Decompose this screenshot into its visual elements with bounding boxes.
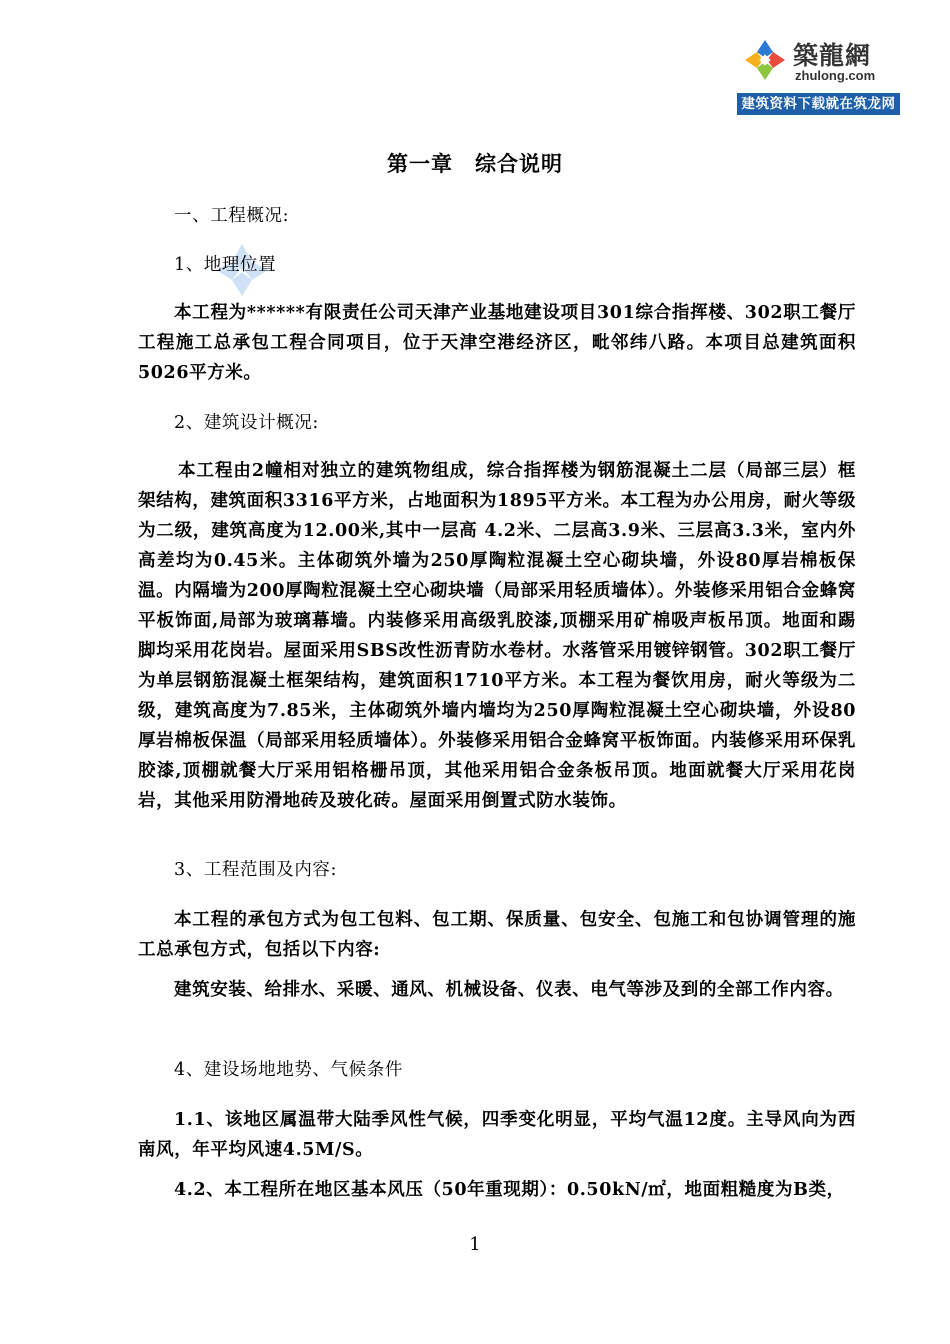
paragraph-location: 本工程为******有限责任公司天津产业基地建设项目301综合指挥楼、302职工餐厅工程施工总承包工程合同项目，位于天津空港经济区，毗邻纬八路。本项目总建筑面积5026平方米。 (138, 303, 856, 383)
heading-scope: 3、工程范围及内容: (174, 860, 338, 880)
paragraph-climate: 1.1、该地区属温带大陆季风性气候，四季变化明显，平均气温12度。主导风向为西南风，年平均风速4.5M/S。 (138, 1110, 856, 1160)
paragraph-scope-method: 本工程的承包方式为包工包料、包工期、保质量、包安全、包施工和包协调管理的施工总承包方式，包括以下内容: (138, 910, 856, 960)
logo-chinese-name: 築龍網 (793, 41, 872, 70)
chapter-title: 第一章 综合说明 (387, 151, 563, 176)
zhulong-logo (737, 32, 900, 115)
heading-architecture: 2、建筑设计概况: (174, 413, 319, 433)
paragraph-wind-pressure: 4.2、本工程所在地区基本风压（50年重现期）：0.50kN/㎡，地面粗糙度为B类， (174, 1180, 845, 1200)
paragraph-architecture: 本工程由2幢相对独立的建筑物组成，综合指挥楼为钢筋混凝土二层（局部三层）框架结构，建筑面积3316平方米，占地面积为1895平方米。本工程为办公用房，耐火等级为二级，建筑高度为12.00米,其中一层高 4.2米、二层高3.9米、三层高3.3米，室内外高差均为0.45米。主体砌筑外墙为250厚陶粒混凝土空心砌块墙，外设80厚岩棉板保温。内隔墙为200厚陶粒混凝土空心砌块墙（局部采用轻质墙体）。外装修采用铝合金蜂窝平板饰面,局部为玻璃幕墙。内装修采用高级乳胶漆,顶棚采用矿棉吸声板吊顶。地面和踢脚均采用花岗岩。屋面采用SBS改性沥青防水卷材。水落管采用镀锌钢管。302职工餐厅为单层钢筋混凝土框架结构，建筑面积1710平方米。本工程为餐饮用房，耐火等级为二级，建筑高度为7.85米，主体砌筑外墙内墙均为250厚陶粒混凝土空心砌块墙，外设80厚岩棉板保温（局部采用轻质墙体）。外装修采用铝合金蜂窝平板饰面。内装修采用环保乳胶漆,顶棚就餐大厅采用铝格栅吊顶，其他采用铝合金条板吊顶。地面就餐大厅采用花岗岩，其他采用防滑地砖及玻化砖。屋面采用倒置式防水装饰。 (138, 461, 856, 811)
heading-location: 1、地理位置 (174, 255, 277, 275)
page-number: 1 (469, 1234, 481, 1255)
section-heading-overview: 一、工程概况: (174, 206, 290, 226)
logo-top (737, 32, 900, 90)
logo-english-name: zhulong.com (795, 68, 876, 83)
logo-mark-icon (743, 38, 787, 82)
heading-site-climate: 4、建设场地地势、气候条件 (174, 1060, 403, 1080)
paragraph-scope-content: 建筑安装、给排水、采暖、通风、机械设备、仪表、电气等涉及到的全部工作内容。 (174, 980, 844, 1000)
logo-slogan: 建筑资料下载就在筑龙网 (737, 93, 900, 115)
